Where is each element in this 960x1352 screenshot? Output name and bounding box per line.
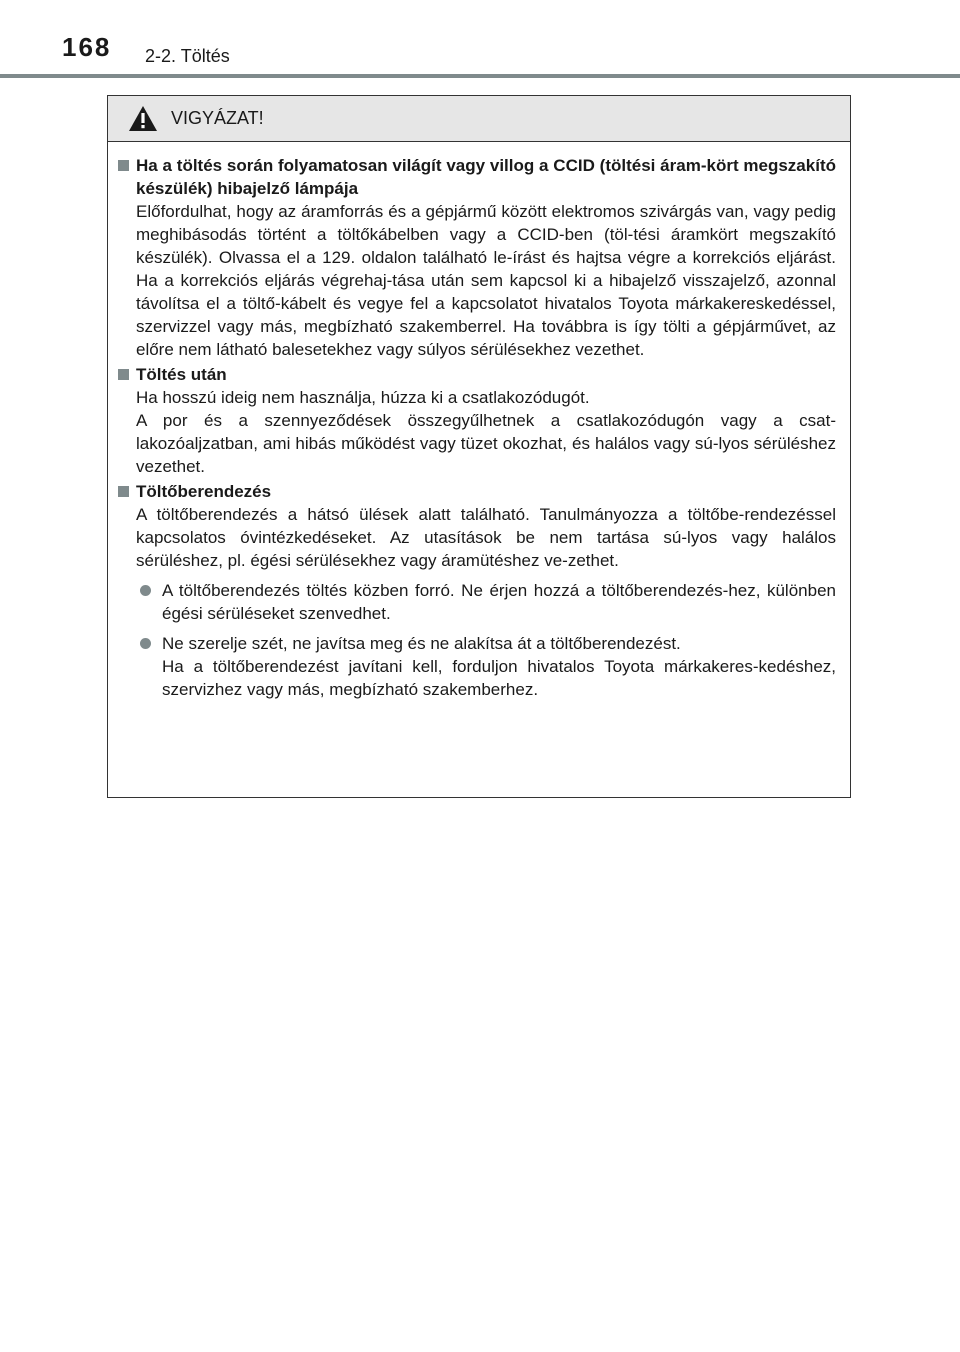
warning-item-ccid (118, 154, 836, 361)
section-title: 2-2. Töltés (145, 46, 230, 66)
bullet-item (136, 632, 836, 701)
round-bullet-icon (140, 585, 151, 596)
item-paragraph: A por és a szennyeződések összegyűlhetnek a csatlakozódugón vagy a csat-lakozóaljzatban, ami hibás működést vagy tüzet okozhat, és halálos vagy sú-lyos sérüléshez vezethet. (136, 411, 836, 476)
warning-box (107, 95, 851, 798)
header-rule (0, 74, 960, 78)
warning-item-charger (118, 480, 836, 701)
warning-body (108, 142, 850, 701)
item-paragraph: Ha hosszú ideig nem használja, húzza ki a csatlakozódugót. (136, 388, 590, 407)
item-paragraph: Előfordulhat, hogy az áramforrás és a gépjármű között elektromos szivárgás van, vagy pedig meghibásodás történt a töltőkábelben vagy a CCID-ben (töl-tési áramkört megszakító készülék). Olvassa el a 129. oldalon található le-írást és hajtsa végre a korrekciós eljárást. Ha a korrekciós eljárás végrehaj-tása után sem kapcsol ki a hibajelző visszajelző, azonnal távolítsa el a töltő-kábelt és vegye fel a kapcsolatot hivatalos Toyota márkakereskedéssel, szervizzel vagy más, megbízható szakemberrel. Ha továbbra is így tölti a gépjárművet, az előre nem látható balesetekhez vagy súlyos sérülésekhez vezethet. (136, 202, 836, 359)
round-bullet-icon (140, 638, 151, 649)
page-number: 168 (62, 32, 112, 62)
warning-item-after-charging (118, 363, 836, 478)
warning-header (108, 96, 850, 142)
bullet-text: Ha a töltőberendezést javítani kell, forduljon hivatalos Toyota márkakeres-kedéshez, szervizhez vagy más, megbízható szakemberhez. (162, 657, 836, 699)
square-bullet-icon (118, 369, 129, 380)
bullet-text: A töltőberendezés töltés közben forró. Ne érjen hozzá a töltőberendezés-hez, különben égési sérüléseket szenvedhet. (162, 581, 836, 623)
bullet-text: Ne szerelje szét, ne javítsa meg és ne alakítsa át a töltőberendezést. (162, 634, 681, 653)
item-title: Töltés után (136, 365, 227, 384)
item-paragraph: A töltőberendezés a hátsó ülések alatt található. Tanulmányozza a töltőbe-rendezéssel kapcsolatos óvintézkedéseket. Az utasítások be nem tartása sú-lyos vagy halálos sérüléshez, pl. égési sérülésekhez vagy áramütéshez ve-zethet. (136, 505, 836, 570)
warning-triangle-icon (128, 105, 158, 132)
page-header (0, 0, 960, 78)
square-bullet-icon (118, 486, 129, 497)
item-title: Ha a töltés során folyamatosan világít vagy villog a CCID (töltési áram-kört megszakító készülék) hibajelző lámpája (136, 156, 836, 198)
square-bullet-icon (118, 160, 129, 171)
item-title: Töltőberendezés (136, 482, 272, 501)
bullet-item (136, 579, 836, 625)
warning-title: VIGYÁZAT! (171, 108, 264, 128)
